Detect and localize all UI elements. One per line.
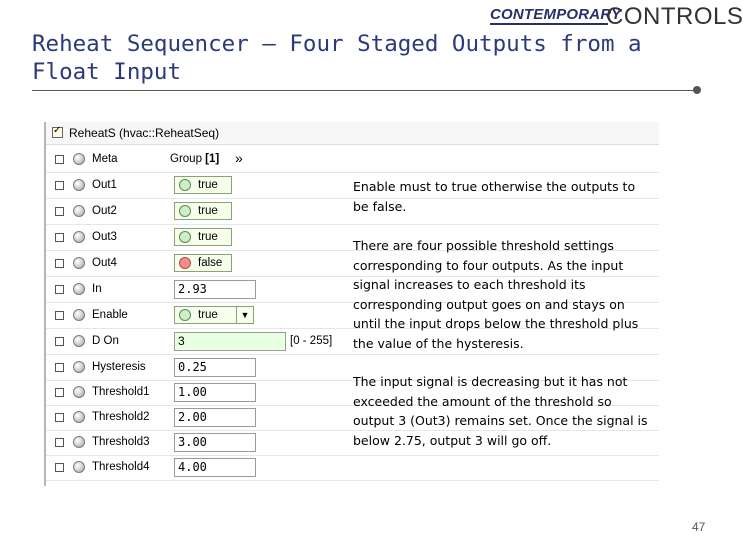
- don-range-label: [0 - 255]: [290, 335, 333, 347]
- row-checkbox[interactable]: [55, 438, 64, 447]
- row-checkbox[interactable]: [55, 181, 64, 190]
- company-logo: [490, 3, 743, 30]
- threshold2-value-field[interactable]: 2.00: [174, 408, 256, 427]
- component-icon: [52, 127, 63, 138]
- slide-title: Reheat Sequencer — Four Staged Outputs from a Float Input: [32, 31, 642, 85]
- property-name: Out2: [92, 205, 117, 217]
- threshold3-value-field[interactable]: 3.00: [174, 433, 256, 452]
- logo-text-right: CONTROLS: [606, 3, 743, 30]
- property-name: Threshold4: [92, 461, 150, 473]
- row-checkbox[interactable]: [55, 463, 64, 472]
- meta-value: Group [1]: [170, 153, 220, 165]
- slot-icon: [73, 411, 85, 423]
- property-name: Meta: [92, 153, 118, 165]
- property-name: Threshold3: [92, 436, 150, 448]
- out1-value-field: true: [174, 176, 232, 194]
- component-name: ReheatS (hvac::ReheatSeq): [69, 126, 220, 140]
- out4-value-field: false: [174, 254, 232, 272]
- slot-icon: [73, 361, 85, 373]
- logo-text-left: CONTEMPORARY: [490, 6, 622, 23]
- slot-icon: [73, 283, 85, 295]
- status-on-icon: [179, 179, 191, 191]
- note-enable: Enable must to true otherwise the outputs to be false.: [353, 179, 636, 214]
- slot-icon: [73, 179, 85, 191]
- slot-icon: [73, 205, 85, 217]
- row-checkbox[interactable]: [55, 363, 64, 372]
- row-checkbox[interactable]: [55, 259, 64, 268]
- slot-icon: [73, 436, 85, 448]
- threshold1-value-field[interactable]: 1.00: [174, 383, 256, 402]
- in-value-field[interactable]: 2.93: [174, 280, 256, 299]
- title-divider: [32, 90, 698, 91]
- property-name: Hysteresis: [92, 361, 146, 373]
- property-name: Threshold2: [92, 411, 150, 423]
- title-divider-dot: [693, 86, 701, 94]
- status-off-icon: [179, 257, 191, 269]
- dropdown-arrow-icon[interactable]: ▼: [236, 307, 253, 323]
- property-row-threshold4: [46, 455, 659, 481]
- slot-icon: [73, 153, 85, 165]
- property-row-meta: [46, 147, 659, 173]
- hysteresis-value-field[interactable]: 0.25: [174, 358, 256, 377]
- status-on-icon: [179, 205, 191, 217]
- sheet-header: [46, 122, 659, 145]
- row-checkbox[interactable]: [55, 388, 64, 397]
- property-name: Out1: [92, 179, 117, 191]
- slot-icon: [73, 461, 85, 473]
- slot-icon: [73, 386, 85, 398]
- row-checkbox[interactable]: [55, 413, 64, 422]
- row-checkbox[interactable]: [55, 233, 64, 242]
- don-value-field[interactable]: 3: [174, 332, 286, 351]
- property-name: Out4: [92, 257, 117, 269]
- enable-select[interactable]: true ▼: [174, 306, 254, 324]
- row-checkbox[interactable]: [55, 311, 64, 320]
- out2-value-field: true: [174, 202, 232, 220]
- property-name: Out3: [92, 231, 117, 243]
- row-checkbox[interactable]: [55, 285, 64, 294]
- note-input-signal: The input signal is decreasing but it has not exceeded the amount of the threshold so output 3 (Out3) remains set. Once the signal is below 2.75, output 3 will go off.: [353, 374, 648, 448]
- property-name: D On: [92, 335, 119, 347]
- property-name: Enable: [92, 309, 128, 321]
- slot-icon: [73, 231, 85, 243]
- page-number: 47: [692, 520, 706, 534]
- property-name: In: [92, 283, 102, 295]
- row-checkbox[interactable]: [55, 155, 64, 164]
- slot-icon: [73, 335, 85, 347]
- out3-value-field: true: [174, 228, 232, 246]
- expand-chevron-icon[interactable]: »: [235, 150, 243, 166]
- row-checkbox[interactable]: [55, 207, 64, 216]
- slot-icon: [73, 257, 85, 269]
- property-name: Threshold1: [92, 386, 150, 398]
- status-on-icon: [179, 309, 191, 321]
- note-thresholds: There are four possible threshold settings corresponding to four outputs. As the input signal increases to each threshold its corresponding output goes on and stays on until the input drops below the threshold plus the value of the hysteresis.: [353, 238, 639, 351]
- slot-icon: [73, 309, 85, 321]
- row-checkbox[interactable]: [55, 337, 64, 346]
- status-on-icon: [179, 231, 191, 243]
- threshold4-value-field[interactable]: 4.00: [174, 458, 256, 477]
- logo-bar: [490, 23, 608, 25]
